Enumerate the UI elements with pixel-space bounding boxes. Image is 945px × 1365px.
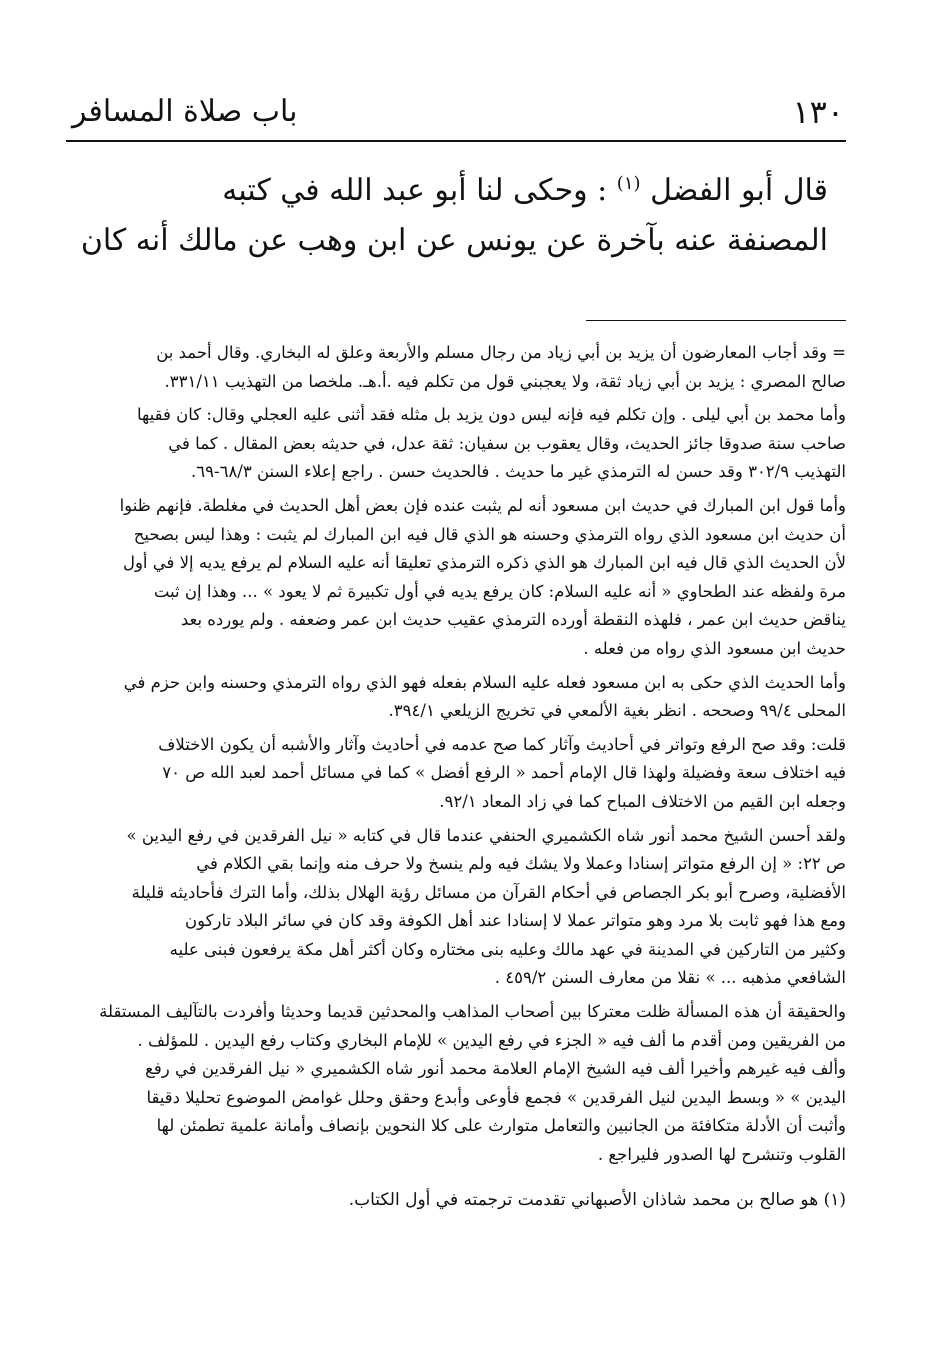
main-text-segment: قال أبو الفضل — [650, 173, 828, 208]
note-paragraph — [66, 731, 846, 817]
note-line: المحلى ٩٩/٤ وصححه . انظر بغية الألمعي في تخريج الزيلعي ٣٩٤/١. — [388, 701, 846, 721]
note-paragraph — [66, 998, 846, 1170]
note-line: وأما الحديث الذي حكى به ابن مسعود فعله عليه السلام بفعله فهو الذي رواه الترمذي وحسنه وابن حزم في — [123, 672, 846, 692]
note-line: حديث ابن مسعود الذي رواه من فعله . — [583, 638, 846, 658]
note-paragraph — [66, 822, 846, 994]
note-line: يناقض حديث ابن عمر ، فلهذه النقطة أورده الترمذي عقيب حديث ابن عمر وضعفه . ولم يورده بعد — [180, 610, 846, 630]
footnote-reference: (١) — [616, 173, 641, 194]
note-line: فيه اختلاف سعة وفضيلة ولهذا قال الإمام أحمد « الرفع أفضل » كما في مسائل أحمد لعبد الله ص ٧٠ — [162, 763, 846, 783]
note-line: ص ٢٢: « إن الرفع متواتر إسنادا وعملا ولا يشك فيه ولم ينسخ ولا حرف منه وإنما بقي الكلام في — [196, 854, 846, 874]
page-number: ١٣٠ — [792, 93, 844, 131]
main-text-segment: : وحكى لنا أبو عبد الله في كتبه — [222, 173, 608, 208]
main-text — [66, 166, 846, 266]
main-text-line: المصنفة عنه بآخرة عن يونس عن ابن وهب عن مالك أنه كان — [80, 223, 828, 258]
note-paragraph — [66, 401, 846, 487]
note-line: الشافعي مذهبه ... » نقلا من معارف السنن ٤٥٩/٢ . — [494, 968, 846, 988]
note-line: وجعله ابن القيم من الاختلاف المباح كما في زاد المعاد ٩٢/١. — [439, 791, 846, 811]
note-line: أن حديث ابن مسعود الذي رواه الترمذي وحسنه هو الذي قال فيه ابن المبارك لم يثبت : وهذا ليس بصحيح — [133, 524, 846, 544]
running-header — [66, 92, 846, 142]
footnote-1: (١) هو صالح بن محمد شاذان الأصبهاني تقدمت ترجمته في أول الكتاب. — [348, 1189, 846, 1210]
note-line: ومع هذا فهو ثابت بلا مرد وهو متواتر عملا لا إسنادا عند أهل الكوفة وقد كان في سائر البلاد تاركون — [185, 911, 846, 931]
note-line: الأفضلية، وصرح أبو بكر الجصاص في أحكام القرآن من مسائل رؤية الهلال بذلك، وأما الترك فأحاديثه قليلة — [131, 882, 846, 902]
note-line: مرة ولفظه عند الطحاوي « أنه عليه السلام: كان يرفع يديه في أول تكبيرة ثم لا يعود » ... وهذا إن ثبت — [153, 581, 846, 601]
note-line: لأن الحديث الذي قال فيه ابن المبارك هو الذي ذكره الترمذي تعليقا أنه عليه السلام لم يرفع يديه إلا في أول — [122, 553, 846, 573]
note-line: ولقد أحسن الشيخ محمد أنور شاه الكشميري الحنفي عندما قال في كتابه « نيل الفرقدين في رفع اليدين » — [126, 825, 846, 845]
note-paragraph — [66, 492, 846, 664]
note-line: وأما محمد بن أبي ليلى . وإن تكلم فيه فإنه ليس دون يزيد بل مثله فقد أثنى عليه العجلي وقال: كان فقيها — [137, 405, 846, 425]
continued-footnotes — [66, 339, 846, 1170]
note-paragraph — [66, 669, 846, 726]
note-line: القلوب وتنشرح لها الصدور فليراجع . — [597, 1145, 846, 1165]
note-line: صالح المصري : يزيد بن أبي زياد ثقة، ولا يعجبني قول من تكلم فيه .أ.هـ. ملخصا من التهذيب ٣٣١/١١. — [164, 371, 846, 391]
chapter-title: باب صلاة المسافر — [72, 94, 298, 129]
note-line: والحقيقة أن هذه المسألة ظلت معتركا بين أصحاب المذاهب والمحدثين قديما وحديثا وأفردت بالتآليف المستقلة — [99, 1002, 846, 1022]
note-line: وأثبت أن الأدلة متكافئة من الجانبين والتعامل متوارث على كلا النحوين بإنصاف وأمانة علمية تطمئن لها — [156, 1116, 846, 1136]
note-line: وألف فيه غيرهم وأخيرا ألف فيه الشيخ الإمام العلامة محمد أنور شاه الكشميري « نيل الفرقدين في رفع — [145, 1059, 846, 1079]
note-line: من الفريقين ومن أقدم ما ألف فيه « الجزء في رفع اليدين » للإمام البخاري وكتاب رفع اليدين . للمؤلف . — [137, 1030, 846, 1050]
footnote-separator — [586, 320, 846, 321]
book-page — [66, 92, 846, 1214]
note-line: قلت: وقد صح الرفع وتواتر في أحاديث وآثار كما صح عدمه في أحاديث وآثار والأشبه أن يكون الاختلاف — [158, 734, 846, 754]
note-paragraph — [66, 339, 846, 396]
main-text-line — [72, 166, 828, 216]
note-line: = وقد أجاب المعارضون أن يزيد بن أبي زياد من رجال مسلم والأربعة وعلق له البخاري. وقال أحمد بن — [156, 343, 846, 362]
note-line: صاحب سنة صدوقا جائز الحديث، وقال يعقوب بن سفيان: ثقة عدل، في حديثه بعض المقال . كما في — [168, 433, 846, 453]
note-line: اليدين » « وبسط اليدين لنيل الفرقدين » فجمع فأوعى وأبدع وحقق وحلل غوامض الموضوع تحليلا دقيقا — [146, 1087, 846, 1107]
note-line: وأما قول ابن المبارك في حديث ابن مسعود أنه لم يثبت عنده فإن بعض أهل الحديث في مغلطة. فإنهم ظنوا — [119, 495, 846, 515]
note-line: التهذيب ٣٠٢/٩ وقد حسن له الترمذي غير ما حديث . فالحديث حسن . راجع إعلاء السنن ٦٨/٣-٦٩. — [191, 462, 846, 482]
note-line: وكثير من التاركين في المدينة في عهد مالك وعليه بنى مختاره وكان أكثر أهل مكة يرفعون فبنى عليه — [169, 939, 846, 959]
